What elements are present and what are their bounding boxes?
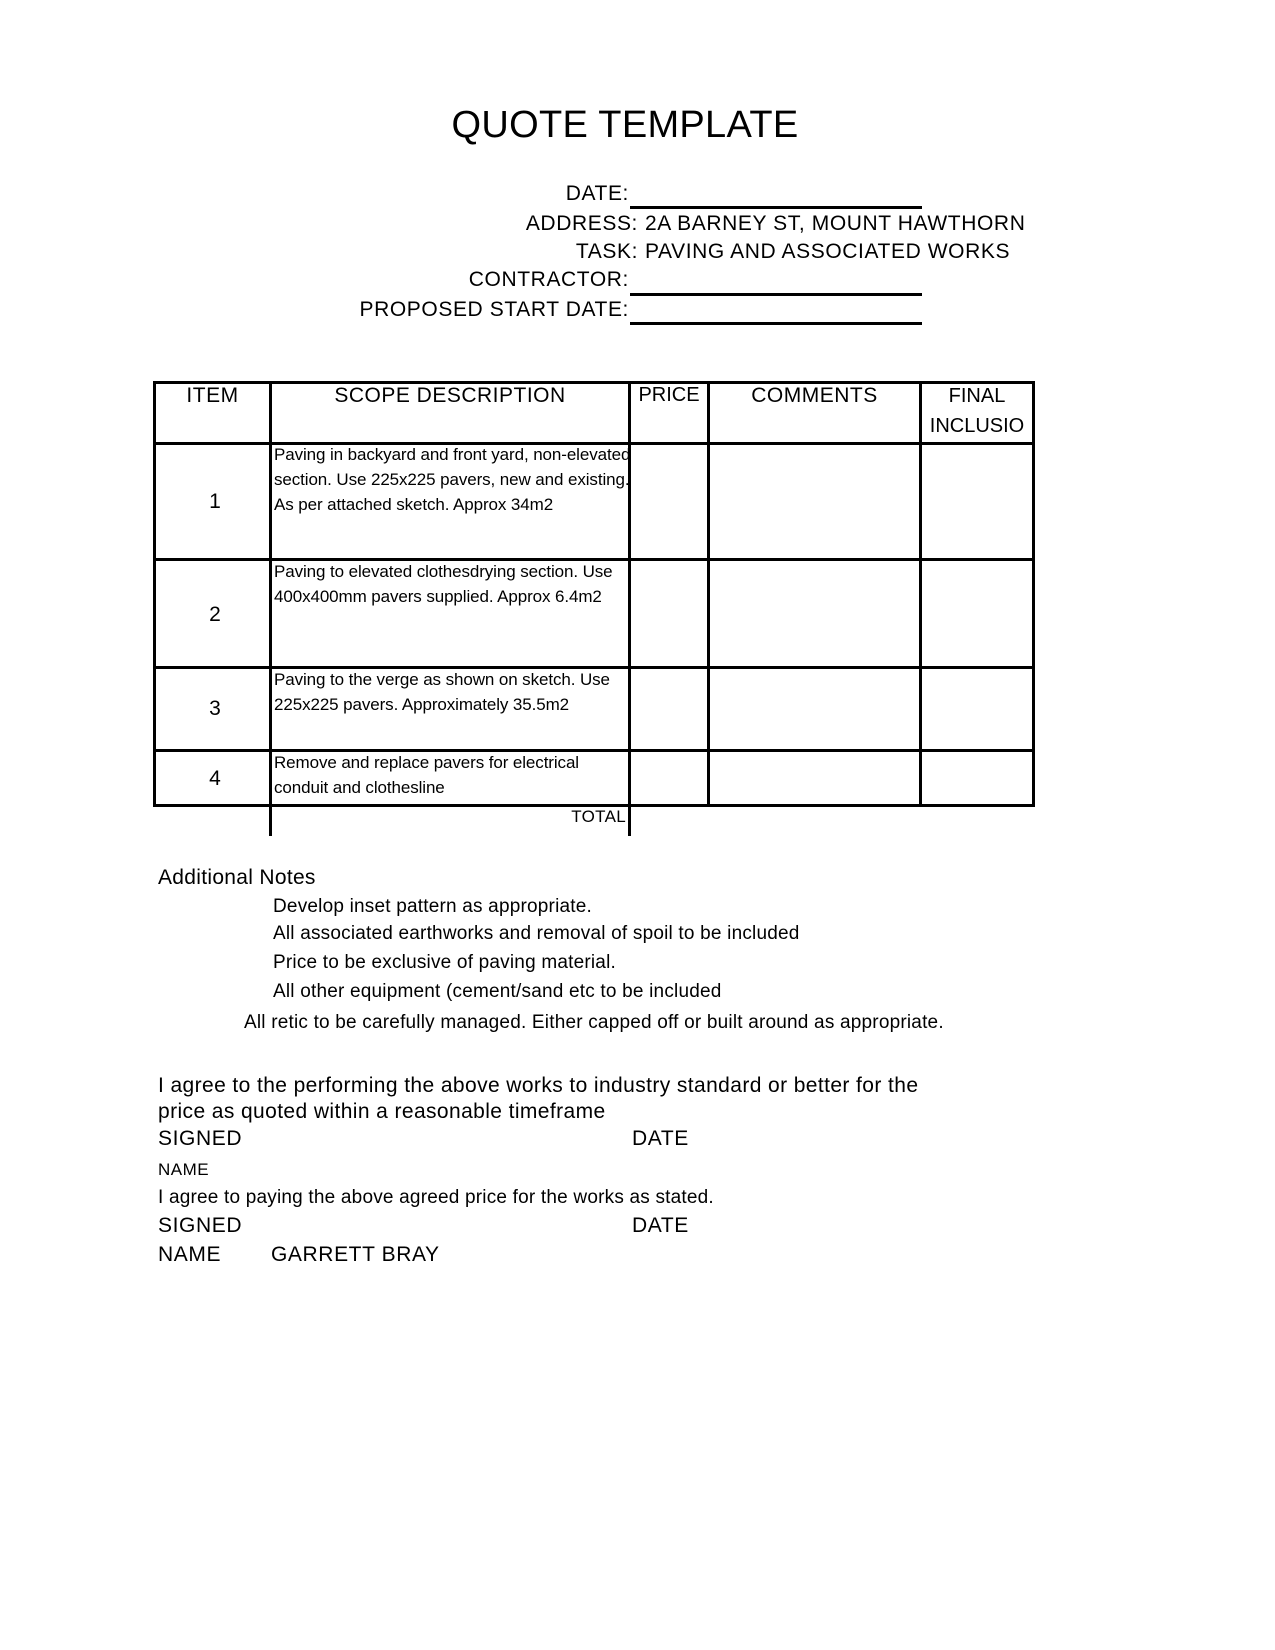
description-line: section. Use 225x225 pavers, new and existing. <box>274 470 630 489</box>
note-item: Develop inset pattern as appropriate. <box>273 896 592 917</box>
comments-cell[interactable] <box>712 754 917 802</box>
scope-description <box>274 559 634 609</box>
price-cell[interactable] <box>633 754 705 802</box>
date-field-line[interactable] <box>630 206 922 209</box>
contractor-date-label: DATE <box>632 1127 689 1150</box>
column-header-scope-description: SCOPE DESCRIPTION <box>334 384 566 407</box>
table-border-left <box>153 381 156 807</box>
start-date-field-line[interactable] <box>630 322 922 325</box>
contractor-signed-label: SIGNED <box>158 1127 243 1150</box>
final-inclusion-cell[interactable] <box>924 447 1030 556</box>
description-line: 225x225 pavers. Approximately 35.5m2 <box>274 695 570 714</box>
client-signed-label: SIGNED <box>158 1214 243 1237</box>
item-number: 1 <box>209 490 221 513</box>
comments-cell[interactable] <box>712 447 917 556</box>
agreement-text-line: price as quoted within a reasonable timeframe <box>158 1100 606 1123</box>
description-line: 400x400mm pavers supplied. Approx 6.4m2 <box>274 587 602 606</box>
column-header-item: ITEM <box>186 384 239 407</box>
price-cell[interactable] <box>633 563 705 664</box>
proposed-start-date-label: PROPOSED START DATE: <box>359 298 629 321</box>
task-label: TASK: <box>575 240 638 263</box>
table-col-divider <box>919 381 922 807</box>
additional-notes-title: Additional Notes <box>158 866 316 889</box>
description-line: Remove and replace pavers for electrical <box>274 753 579 772</box>
task-value: PAVING AND ASSOCIATED WORKS <box>645 240 1011 263</box>
scope-description <box>274 442 634 517</box>
table-col-divider <box>707 381 710 807</box>
description-line: Paving in backyard and front yard, non-elevated <box>274 445 631 464</box>
column-header-final-line1: FINAL <box>948 385 1006 407</box>
description-line: conduit and clothesline <box>274 778 445 797</box>
final-inclusion-cell[interactable] <box>924 754 1030 802</box>
note-item: Price to be exclusive of paving material. <box>273 952 616 973</box>
item-number: 4 <box>209 767 221 790</box>
price-cell[interactable] <box>633 447 705 556</box>
description-line: Paving to the verge as shown on sketch. Use <box>274 670 610 689</box>
item-number: 3 <box>209 697 221 720</box>
note-item: All retic to be carefully managed. Either capped off or built around as appropriate. <box>244 1012 944 1033</box>
column-header-final-line2: INCLUSIO <box>929 415 1025 437</box>
column-header-price: PRICE <box>638 384 700 406</box>
final-inclusion-cell[interactable] <box>924 563 1030 664</box>
agreement-text-line: I agree to the performing the above works to industry standard or better for the <box>158 1074 919 1097</box>
client-agreement-text: I agree to paying the above agreed price for the works as stated. <box>158 1187 714 1208</box>
contractor-agreement-text <box>158 1073 1018 1125</box>
total-label: TOTAL <box>571 807 626 826</box>
page-title: QUOTE TEMPLATE <box>451 104 799 146</box>
description-line: As per attached sketch. Approx 34m2 <box>274 495 554 514</box>
column-header-final-inclusion <box>922 381 1032 441</box>
address-value: 2A BARNEY ST, MOUNT HAWTHORN <box>645 212 1026 235</box>
contractor-label: CONTRACTOR: <box>468 268 629 291</box>
scope-description <box>274 667 634 717</box>
note-item: All other equipment (cement/sand etc to be included <box>273 981 722 1002</box>
description-line: Paving to elevated clothesdrying section. Use <box>274 562 613 581</box>
comments-cell[interactable] <box>712 671 917 747</box>
table-border-right <box>1032 381 1035 807</box>
client-name-label: NAME <box>158 1243 222 1266</box>
item-number: 2 <box>209 603 221 626</box>
column-header-comments: COMMENTS <box>751 384 878 407</box>
contractor-field-line[interactable] <box>630 293 922 296</box>
client-date-label: DATE <box>632 1214 689 1237</box>
address-label: ADDRESS: <box>525 212 638 235</box>
comments-cell[interactable] <box>712 563 917 664</box>
note-item: All associated earthworks and removal of spoil to be included <box>273 923 800 944</box>
scope-description <box>274 750 634 800</box>
date-label: DATE: <box>565 182 629 205</box>
contractor-name-label: NAME <box>158 1160 210 1179</box>
price-cell[interactable] <box>633 671 705 747</box>
final-inclusion-cell[interactable] <box>924 671 1030 747</box>
client-name-value: GARRETT BRAY <box>271 1243 440 1266</box>
